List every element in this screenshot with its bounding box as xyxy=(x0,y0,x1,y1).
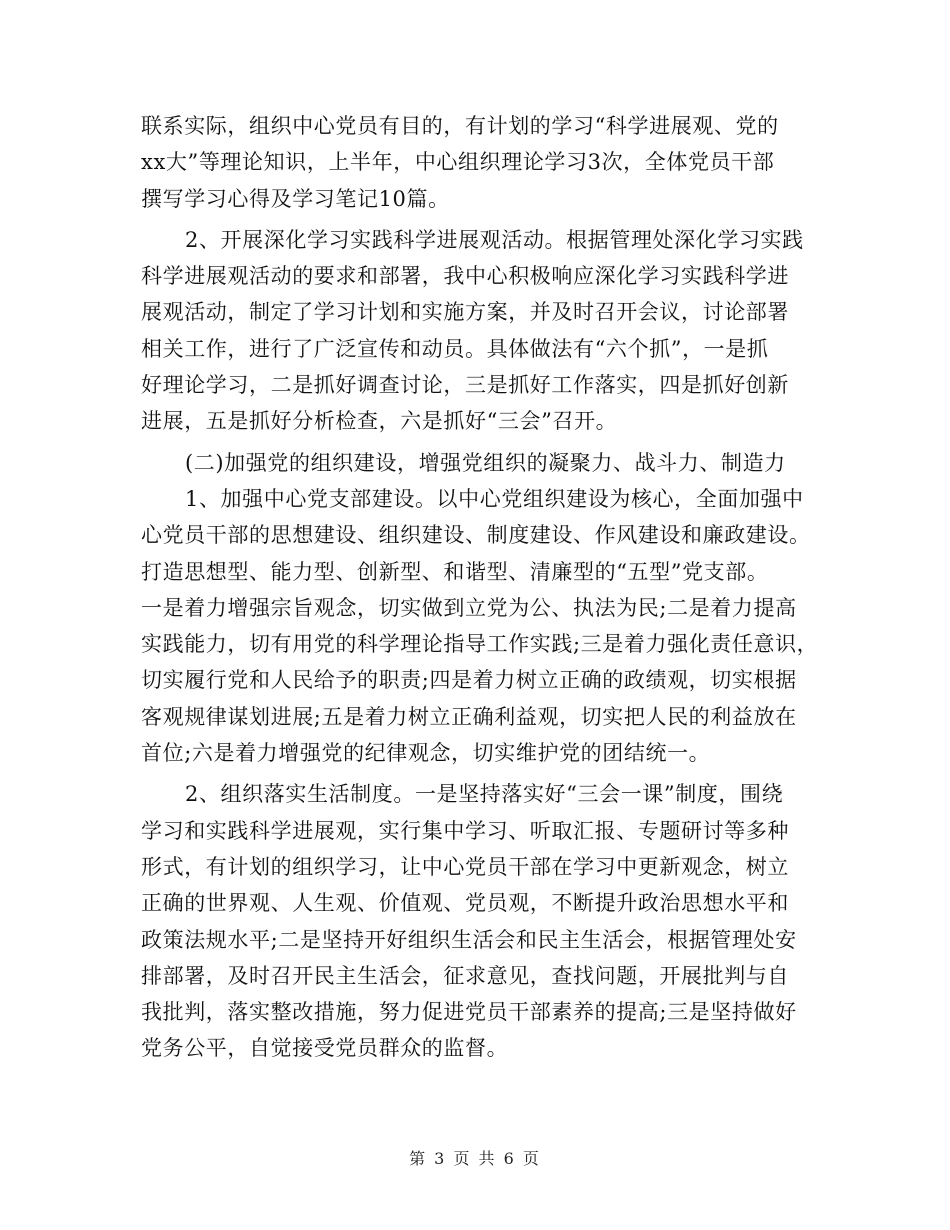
text-line: 进展，五是抓好分析检查，六是抓好“三会”召开。 xyxy=(141,409,618,434)
text-line: 实践能力，切有用党的科学理论指导工作实践;三是着力强化责任意识， xyxy=(141,632,819,657)
text-line: 一是着力增强宗旨观念，切实做到立党为公、执法为民;二是着力提高 xyxy=(141,595,797,620)
text-line: 2、组织落实生活制度。一是坚持落实好“三会一课”制度，围绕 xyxy=(185,782,784,807)
text-line: 展观活动，制定了学习计划和实施方案，并及时召开会议，讨论部署 xyxy=(141,300,789,325)
text-line: 我批判，落实整改措施，努力促进党员干部素养的提高;三是坚持做好 xyxy=(141,1000,797,1025)
document-body xyxy=(141,108,831,1067)
text-line: xx大”等理论知识，上半年，中心组织理论学习3次，全体党员干部 xyxy=(141,150,775,175)
text-line: 联系实际，组织中心党员有目的，有计划的学习“科学进展观、党的 xyxy=(141,114,779,138)
text-line: 好理论学习，二是抓好调查讨论，三是抓好工作落实，四是抓好创新 xyxy=(141,373,789,398)
text-line: 政策法规水平;二是坚持开好组织生活会和民主生活会，根据管理处安 xyxy=(141,927,797,952)
text-line: 党务公平，自觉接受党员群众的监督。 xyxy=(141,1036,509,1061)
text-line: 切实履行党和人民给予的职责;四是着力树立正确的政绩观，切实根据 xyxy=(141,668,797,693)
text-line: 打造思想型、能力型、创新型、和谐型、清廉型的“五型”党支部。 xyxy=(141,559,769,584)
text-line: 形式，有计划的组织学习，让中心党员干部在学习中更新观念，树立 xyxy=(141,854,789,879)
text-line: 正确的世界观、人生观、价值观、党员观，不断提升政治思想水平和 xyxy=(141,891,789,916)
page-number-footer: 第 3 页 共 6 页 xyxy=(409,1149,541,1168)
text-line: 排部署，及时召开民主生活会，征求意见，查找问题，开展批判与自 xyxy=(141,963,789,988)
text-line: 撰写学习心得及学习笔记10篇。 xyxy=(141,186,450,211)
text-line: 1、加强中心党支部建设。以中心党组织建设为核心，全面加强中 xyxy=(185,486,804,511)
text-line: 相关工作，进行了广泛宣传和动员。具体做法有“六个抓”，一是抓 xyxy=(141,336,769,361)
text-line: 首位;六是着力增强党的纪律观念，切实维护党的团结统一。 xyxy=(141,741,711,766)
text-line: (二)加强党的组织建设，增强党组织的凝聚力、战斗力、制造力 xyxy=(185,450,786,475)
text-line: 客观规律谋划进展;五是着力树立正确利益观，切实把人民的利益放在 xyxy=(141,704,797,729)
text-line: 科学进展观活动的要求和部署，我中心积极响应深化学习实践科学进 xyxy=(141,264,789,289)
text-line: 2、开展深化学习实践科学进展观活动。根据管理处深化学习实践 xyxy=(185,227,804,252)
text-line: 心党员干部的思想建设、组织建设、制度建设、作风建设和廉政建设。 xyxy=(141,523,811,548)
text-line: 学习和实践科学进展观，实行集中学习、听取汇报、专题研讨等多种 xyxy=(141,818,789,843)
